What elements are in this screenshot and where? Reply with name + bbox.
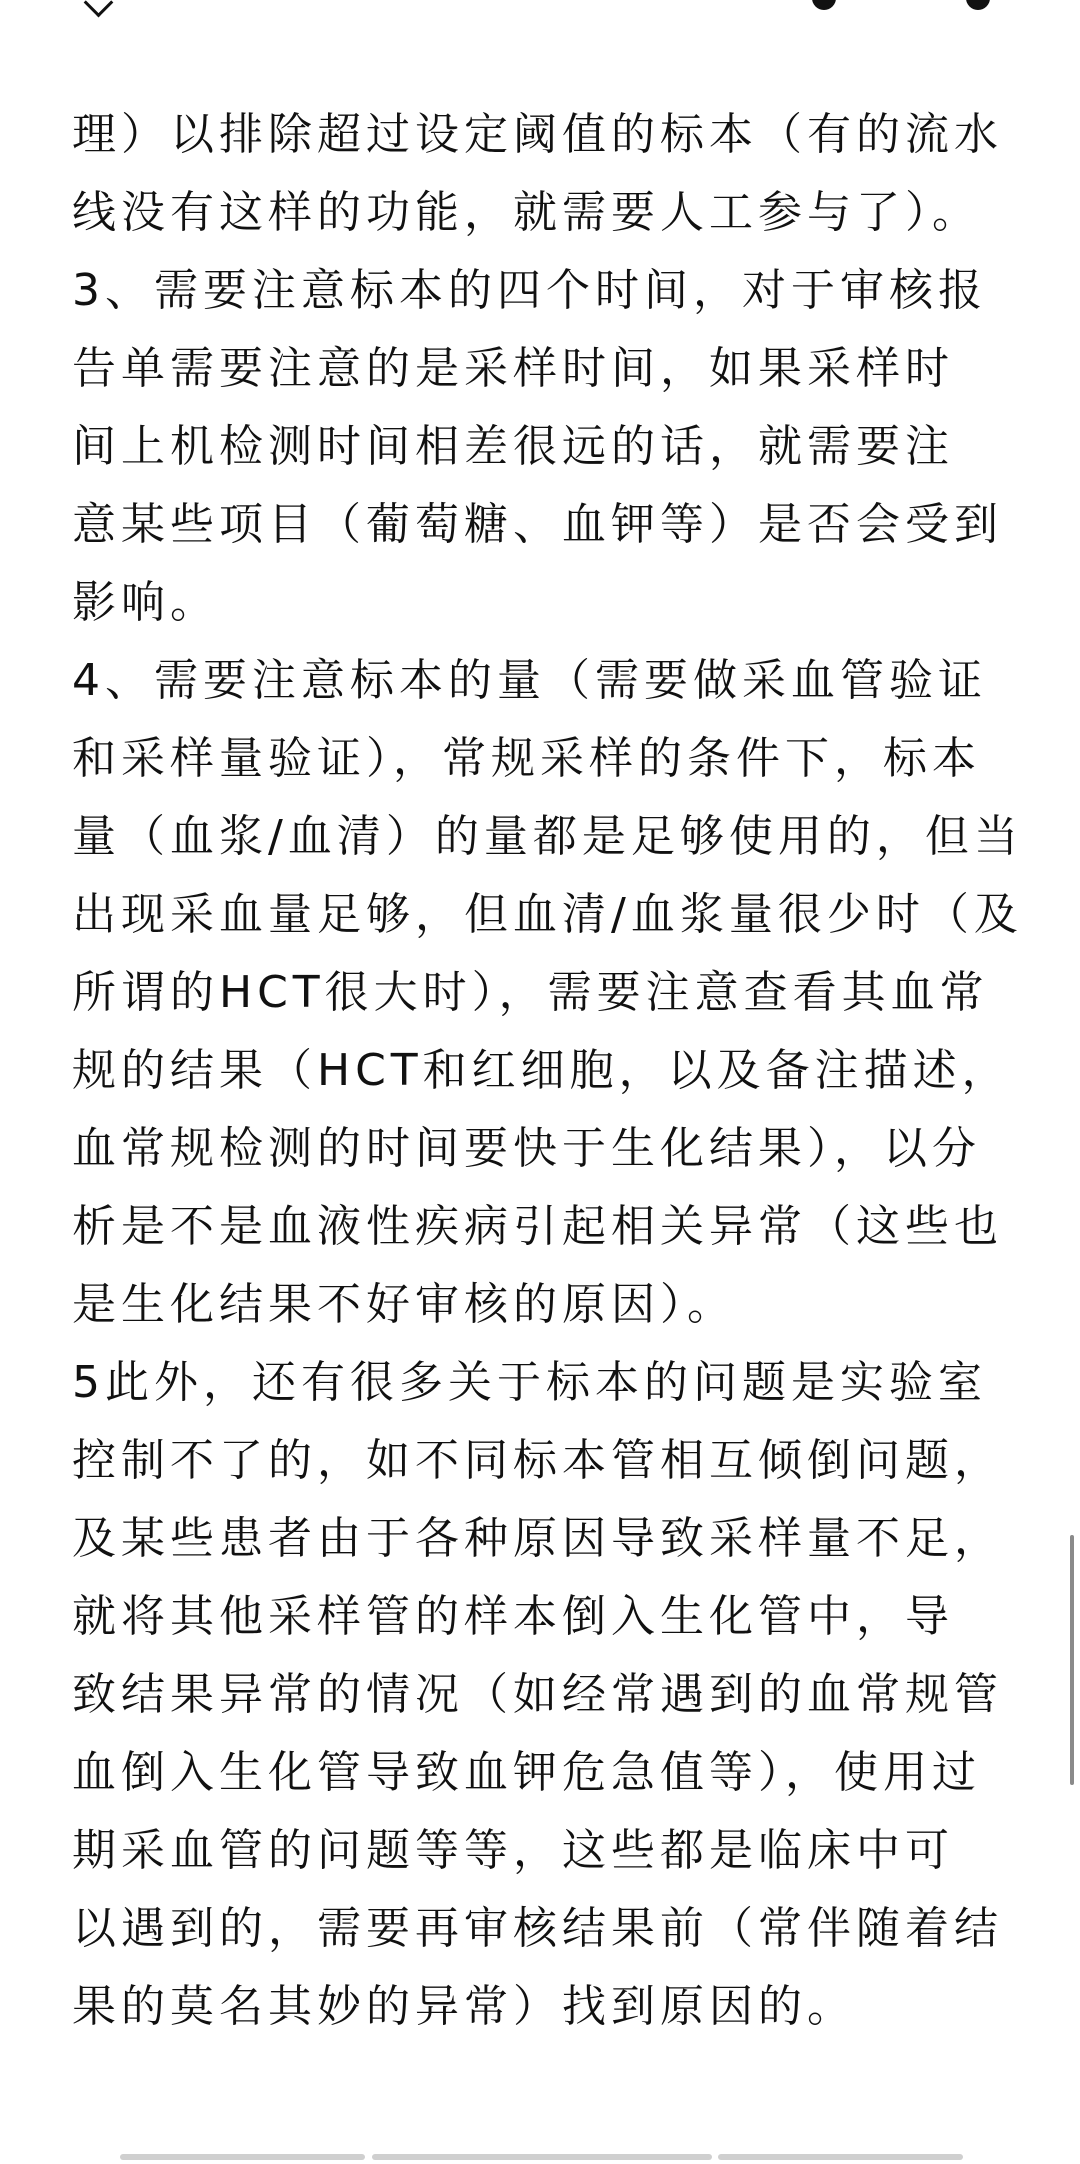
text-line: 所谓的HCT很大时），需要注意查看其血常: [72, 967, 989, 1018]
text-line: 析是不是血液性疾病引起相关异常（这些也: [72, 1201, 1003, 1252]
text-line: 是生化结果不好审核的原因）。: [72, 1279, 736, 1330]
text-line: 告单需要注意的是采样时间，如果采样时: [72, 343, 954, 394]
text-line: 血常规检测的时间要快于生化结果），以分: [72, 1123, 981, 1174]
text-line: 控制不了的，如不同标本管相互倾倒问题，: [72, 1435, 1003, 1486]
page-indicator-1[interactable]: [120, 2154, 365, 2160]
text-line: 4、需要注意标本的量（需要做采血管验证: [72, 655, 987, 706]
text-line: 影响。: [72, 577, 219, 628]
text-line: 致结果异常的情况（如经常遇到的血常规管: [72, 1669, 1003, 1720]
text-line: 就将其他采样管的样本倒入生化管中，导: [72, 1591, 954, 1642]
back-chevron-icon[interactable]: [84, 0, 114, 17]
text-line: 规的结果（HCT和红细胞，以及备注描述，: [72, 1045, 1011, 1096]
page-indicator-3[interactable]: [718, 2154, 963, 2160]
text-line: 以遇到的，需要再审核结果前（常伴随着结: [72, 1903, 1003, 1954]
more-icon[interactable]: [966, 0, 990, 10]
text-line: 期采血管的问题等等，这些都是临床中可: [72, 1825, 954, 1876]
text-line: 意某些项目（葡萄糖、血钾等）是否会受到: [72, 499, 1003, 550]
text-line: 间上机检测时间相差很远的话，就需要注: [72, 421, 954, 472]
text-line: 量（血浆/血清）的量都是足够使用的，但当: [72, 811, 1023, 862]
page-indicator-2[interactable]: [372, 2154, 712, 2160]
text-line: 线没有这样的功能，就需要人工参与了）。: [72, 187, 981, 238]
text-line: 和采样量验证），常规采样的条件下，标本: [72, 733, 981, 784]
toolbar-icon[interactable]: [812, 0, 836, 10]
text-line: 血倒入生化管导致血钾危急值等），使用过: [72, 1747, 981, 1798]
text-line: 出现采血量足够，但血清/血浆量很少时（及: [72, 889, 1023, 940]
text-line: 及某些患者由于各种原因导致采样量不足，: [72, 1513, 1003, 1564]
text-line: 5此外，还有很多关于标本的问题是实验室: [72, 1357, 987, 1408]
text-line: 3、需要注意标本的四个时间，对于审核报: [72, 265, 987, 316]
vertical-scrollbar[interactable]: [1070, 1535, 1074, 1785]
text-line: 果的莫名其妙的异常）找到原因的。: [72, 1981, 856, 2032]
text-line: 理）以排除超过设定阈值的标本（有的流水: [72, 109, 1003, 160]
top-status-fragment: [0, 0, 1080, 24]
